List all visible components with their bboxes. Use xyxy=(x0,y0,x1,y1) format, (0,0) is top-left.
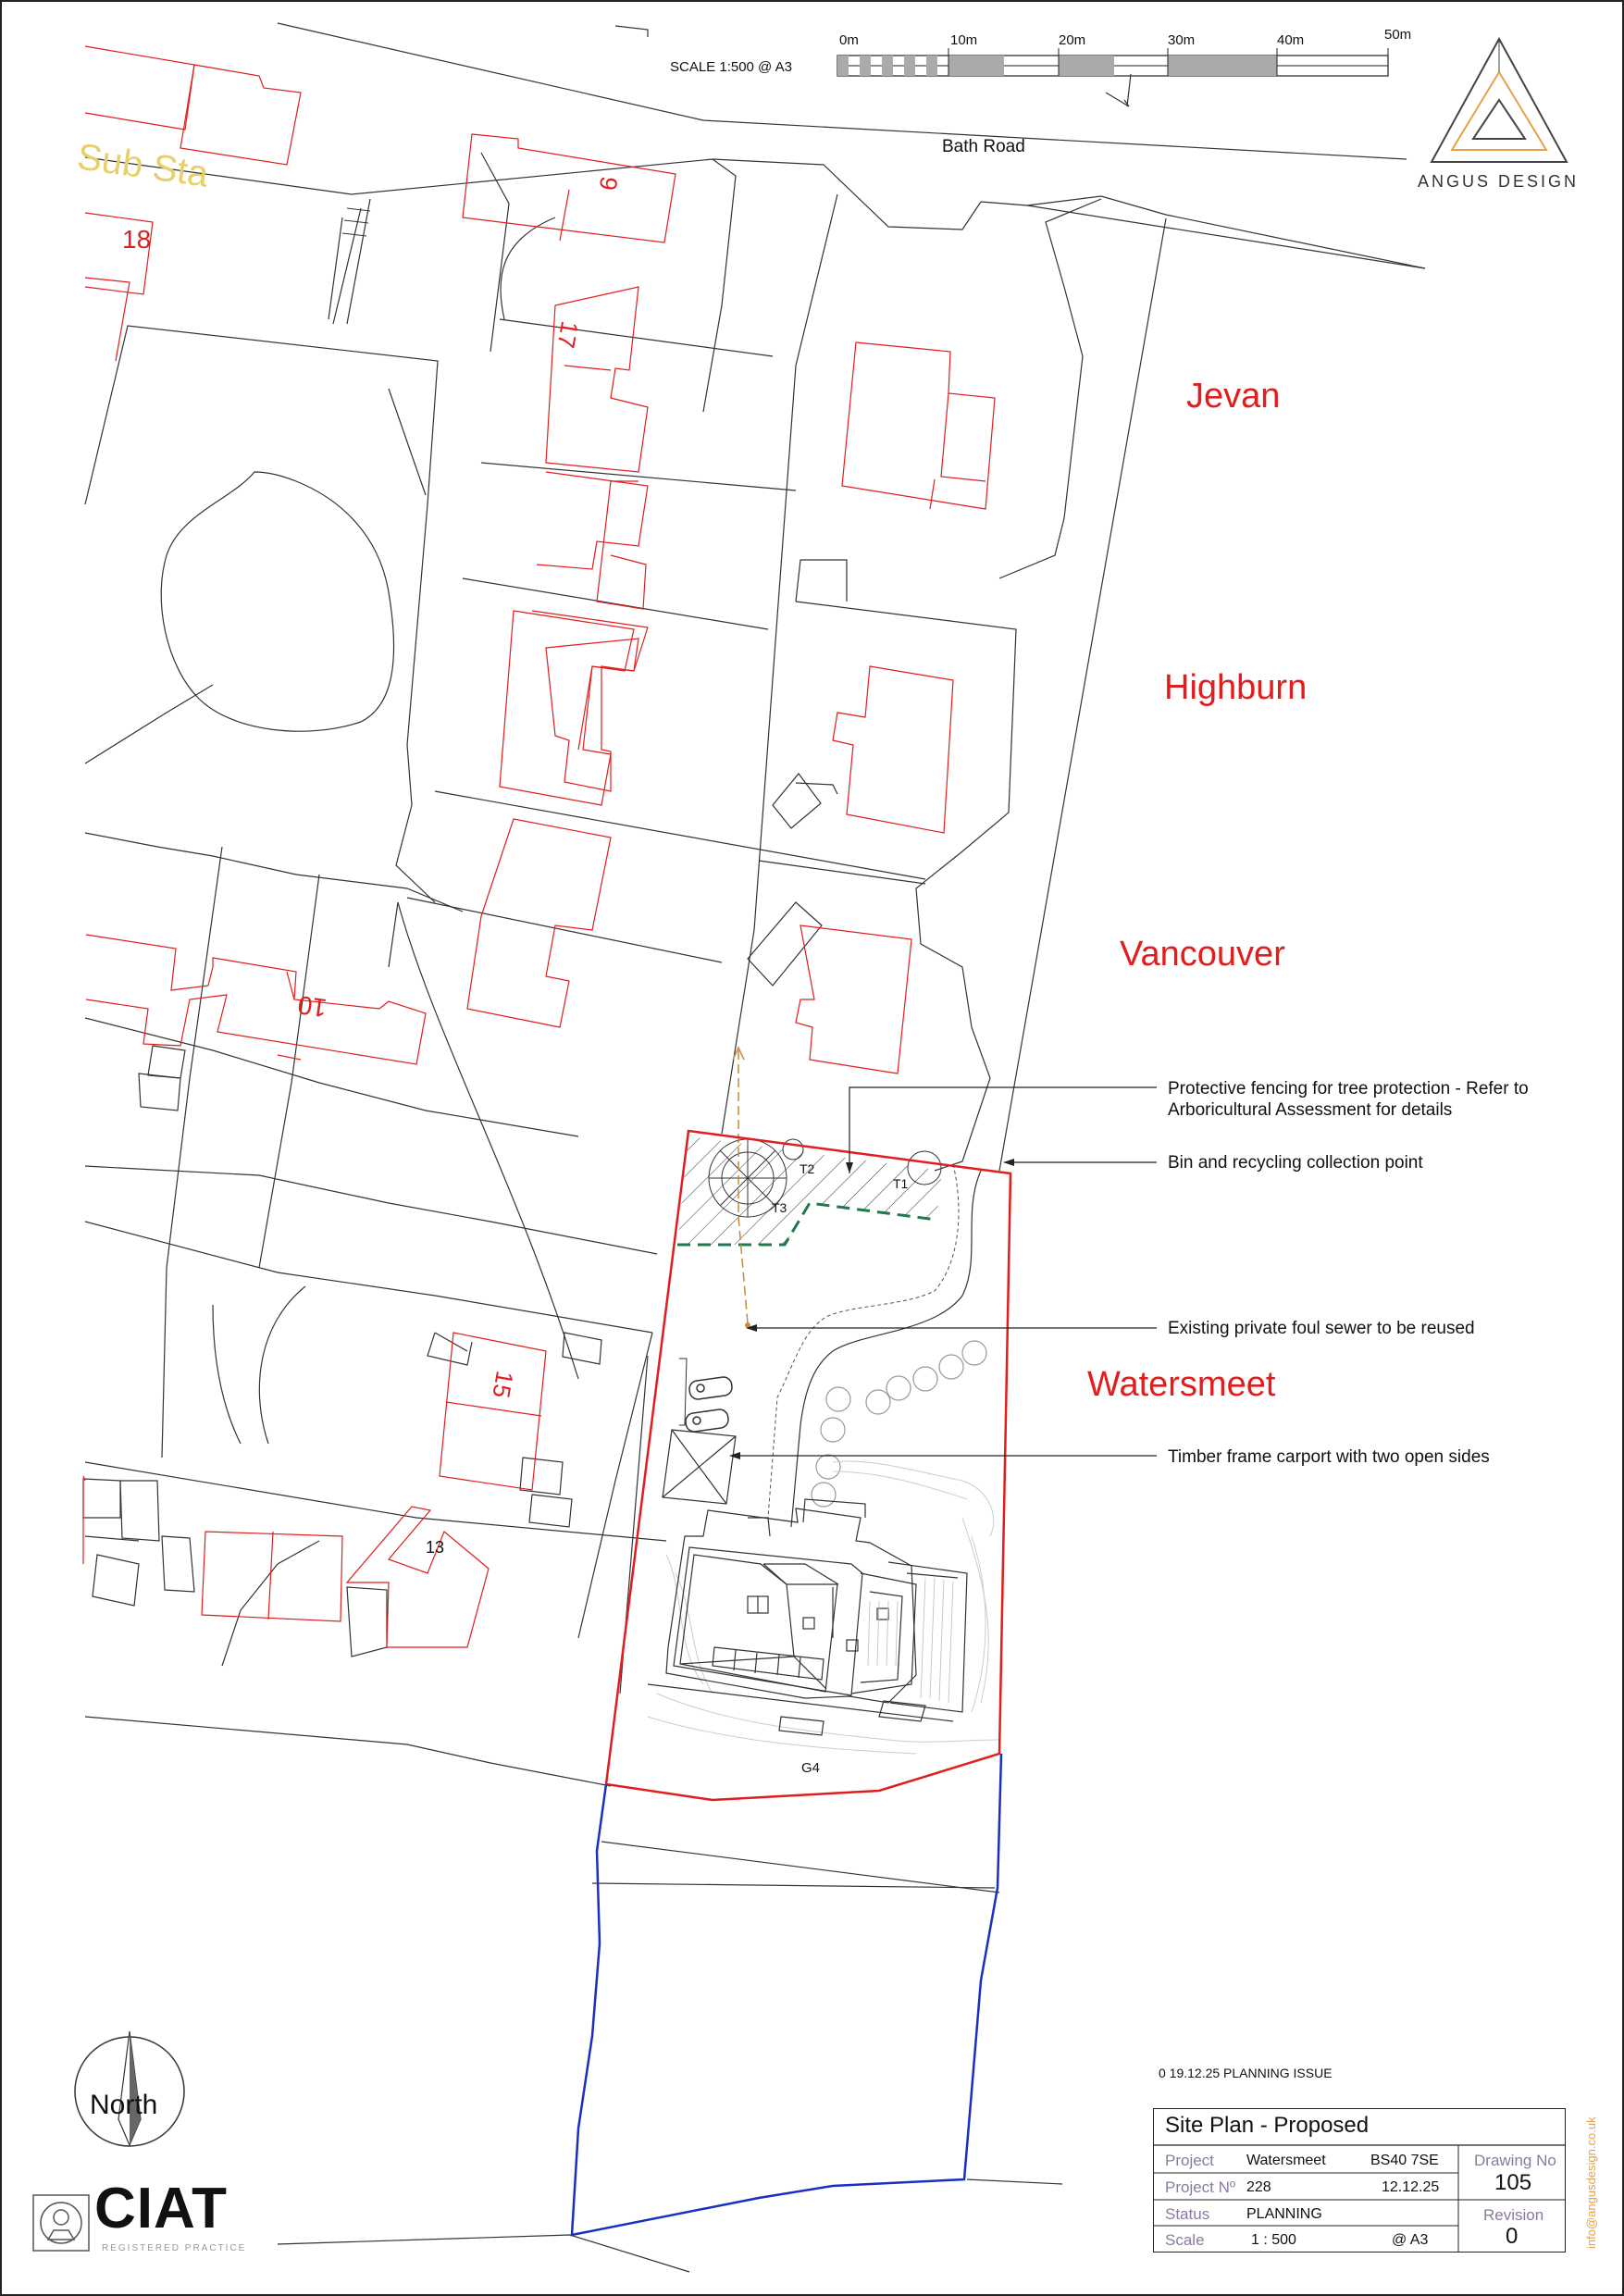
annotation-foul-sewer: Existing private foul sewer to be reused xyxy=(1168,1319,1475,1338)
tree-label-t2: T2 xyxy=(800,1161,815,1176)
scale-tick-40: 40m xyxy=(1277,32,1305,48)
scale-tick-10: 10m xyxy=(950,32,978,48)
drawing-number: 105 xyxy=(1494,2170,1532,2195)
paper-size: @ A3 xyxy=(1392,2232,1429,2248)
plot-number-13: 13 xyxy=(426,1538,445,1557)
property-label-jevan: Jevan xyxy=(1186,377,1281,416)
drawing-title: Site Plan - Proposed xyxy=(1165,2113,1370,2138)
project-postcode: BS40 7SE xyxy=(1370,2153,1439,2168)
angus-design-wordmark: ANGUS DESIGN xyxy=(1418,172,1580,191)
north-label: North xyxy=(90,2090,158,2120)
tree-group-label-g4: G4 xyxy=(801,1760,821,1776)
project-value: Watersmeet xyxy=(1246,2153,1326,2168)
ciat-wordmark: CIAT xyxy=(94,2177,229,2240)
project-number: 228 xyxy=(1246,2179,1271,2195)
annotation-carport: Timber frame carport with two open sides xyxy=(1168,1447,1490,1467)
annotation-fencing-line1: Protective fencing for tree protection - Refer to xyxy=(1168,1079,1529,1098)
scale-tick-50: 50m xyxy=(1384,27,1412,43)
title-block xyxy=(1153,2108,1566,2253)
revision-history: 0 19.12.25 PLANNING ISSUE xyxy=(1159,2066,1333,2080)
drawing-date: 12.12.25 xyxy=(1382,2179,1440,2195)
tree-label-t1: T1 xyxy=(893,1176,909,1191)
neighbour-buildings xyxy=(83,46,995,1647)
scale-tick-20: 20m xyxy=(1059,32,1086,48)
ciat-subtitle: REGISTERED PRACTICE xyxy=(102,2243,247,2253)
property-label-highburn: Highburn xyxy=(1164,668,1308,707)
ownership-boundary xyxy=(572,1754,1001,2235)
scale-tick-30: 30m xyxy=(1168,32,1196,48)
revision-label: Revision xyxy=(1483,2206,1544,2224)
hedge-trees xyxy=(812,1341,986,1507)
project-label: Project xyxy=(1165,2152,1214,2169)
substation-label: Sub Sta xyxy=(74,136,211,195)
annotation-bin-point: Bin and recycling collection point xyxy=(1168,1153,1423,1173)
status-value: PLANNING xyxy=(1246,2206,1322,2222)
plot-numbers xyxy=(122,175,624,1400)
parked-cars xyxy=(685,1376,733,1433)
road-label-bath-road: Bath Road xyxy=(942,137,1025,156)
carport xyxy=(663,1430,736,1504)
plot-number-15: 15 xyxy=(487,1369,519,1400)
scale-field-value: 1 : 500 xyxy=(1251,2232,1296,2248)
scale-label: SCALE 1:500 @ A3 xyxy=(670,59,792,75)
annotation-fencing-line2: Arboricultural Assessment for details xyxy=(1168,1100,1453,1120)
north-arrow xyxy=(75,2031,184,2146)
property-label-watersmeet: Watersmeet xyxy=(1087,1365,1276,1404)
plot-number-10: 10 xyxy=(295,989,329,1024)
status-label: Status xyxy=(1165,2205,1210,2223)
scale-tick-0: 0m xyxy=(839,32,859,48)
tree-label-t3: T3 xyxy=(772,1200,787,1215)
plot-number-18: 18 xyxy=(122,225,152,254)
contact-email[interactable]: info@angusdesign.co.uk xyxy=(1584,2116,1598,2249)
plot-number-9: 9 xyxy=(593,174,624,192)
scale-field-label: Scale xyxy=(1165,2231,1205,2249)
driveway-edge xyxy=(791,1171,981,1527)
ciat-emblem xyxy=(33,2195,89,2251)
plot-number-17: 17 xyxy=(552,318,585,351)
revision-value: 0 xyxy=(1506,2224,1519,2249)
drawing-number-label: Drawing No xyxy=(1474,2152,1556,2169)
proposed-dwelling-roof xyxy=(648,1499,967,1735)
angus-design-logo xyxy=(1432,39,1567,162)
scale-bar xyxy=(670,27,1411,76)
project-number-label: Project Nº xyxy=(1165,2178,1236,2196)
property-label-vancouver: Vancouver xyxy=(1120,935,1285,974)
